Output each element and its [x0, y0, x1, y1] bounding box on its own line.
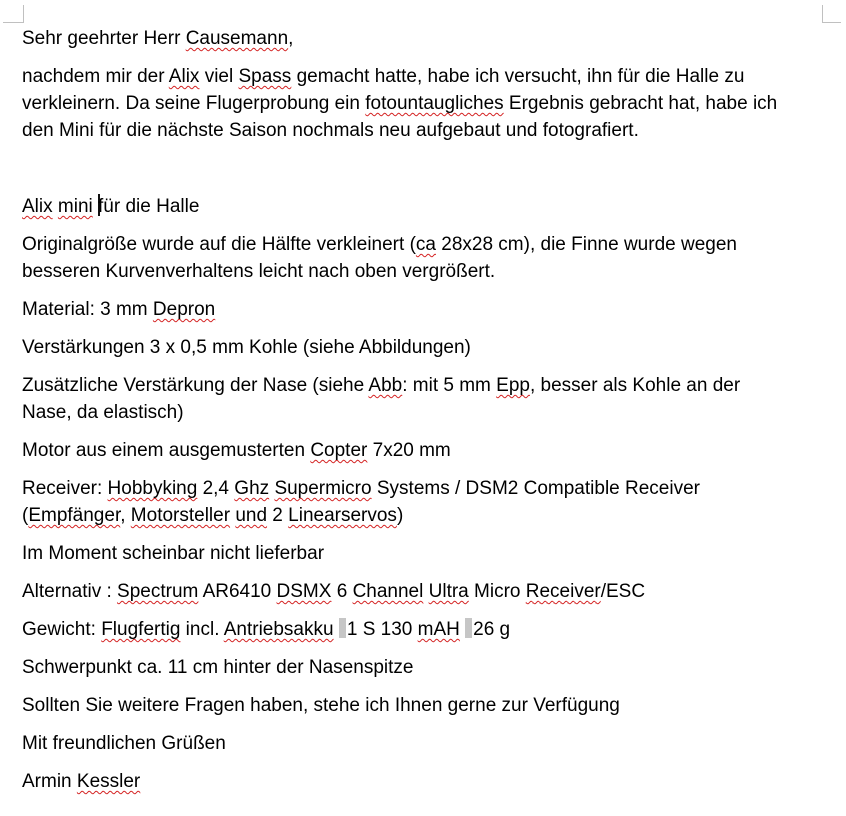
text-line [22, 90, 822, 117]
text-run: Schwerpunkt ca. 11 cm hinter der Nasenspitze [22, 657, 414, 678]
misspelled-word: Copter [310, 440, 368, 461]
text-line [22, 692, 822, 719]
text-run: Sehr geehrter Herr [22, 28, 186, 49]
document-text-area[interactable] [22, 25, 822, 806]
text-run: Gewicht: [22, 619, 102, 640]
paragraph-nose-reinforcement[interactable] [22, 372, 822, 426]
text-line [22, 231, 822, 258]
text-run: Receiver: [22, 478, 108, 499]
misspelled-word: mAH [417, 619, 460, 640]
text-run: Micro [468, 581, 526, 602]
text-run: 28x28 cm), die Finne wurde wegen [435, 234, 737, 255]
paragraph-heading[interactable] [22, 193, 822, 220]
text-run: Im Moment scheinbar nicht lieferbar [22, 543, 325, 564]
paragraph-availability[interactable] [22, 540, 822, 567]
text-line [22, 399, 822, 426]
misspelled-word: Antriebsakku [223, 619, 334, 640]
misspelled-word: ca [415, 234, 436, 255]
text-run: /ESC [600, 581, 646, 602]
text-run: 6 [331, 581, 353, 602]
text-run: für die Halle [98, 196, 200, 217]
text-line [22, 578, 822, 605]
text-line [22, 768, 822, 795]
text-line [22, 63, 822, 90]
paragraph-motor[interactable] [22, 437, 822, 464]
misspelled-word: Spass [238, 66, 292, 87]
misspelled-word: Hobbyking [107, 478, 198, 499]
text-run: 2 [267, 505, 289, 526]
text-run: Alternativ : [22, 581, 118, 602]
text-run: Verstärkungen 3 x 0,5 mm Kohle (siehe Abbildungen) [22, 337, 471, 358]
misspelled-word: Ghz [234, 478, 270, 499]
text-run: , [288, 28, 294, 49]
text-run: verkleinern. Da seine Flugerprobung ein [22, 93, 366, 114]
misspelled-word: Ultra [428, 581, 469, 602]
text-run: , [120, 505, 131, 526]
paragraph-receiver[interactable] [22, 475, 822, 529]
text-run: gemacht hatte, habe ich versucht, ihn für die Halle zu [291, 66, 745, 87]
text-line [22, 372, 822, 399]
paragraph-greeting[interactable] [22, 25, 822, 52]
misspelled-word: Empfänger [28, 505, 121, 526]
text-line [22, 502, 822, 529]
misspelled-word: Receiver [525, 581, 601, 602]
misspelled-word: und [235, 505, 268, 526]
misspelled-word: Channel [352, 581, 424, 602]
text-run: Sollten Sie weitere Fragen haben, stehe ich Ihnen gerne zur Verfügung [22, 695, 620, 716]
misspelled-word: Supermicro [274, 478, 372, 499]
text-line [22, 25, 822, 52]
text-run: AR6410 [198, 581, 277, 602]
paragraph-signature[interactable] [22, 768, 822, 795]
text-run: Originalgröße wurde auf die Hälfte verkleinert ( [22, 234, 416, 255]
paragraph-cg[interactable] [22, 654, 822, 681]
text-run: Armin [22, 771, 77, 792]
misspelled-word: Motorsteller [130, 505, 231, 526]
paragraph-regards[interactable] [22, 730, 822, 757]
text-run: , besser als Kohle an der [529, 375, 741, 396]
text-run: Mit freundlichen Grüßen [22, 733, 226, 754]
paragraph-intro[interactable] [22, 63, 822, 144]
text-line [22, 155, 822, 182]
misspelled-word: fotountaugliches [365, 93, 504, 114]
text-run: Systems / DSM2 Compatible Receiver [371, 478, 700, 499]
text-run: : mit 5 mm [402, 375, 497, 396]
paragraph-closing-offer[interactable] [22, 692, 822, 719]
paragraph-original-size[interactable] [22, 231, 822, 285]
paragraph-reinforcement[interactable] [22, 334, 822, 361]
text-run: ) [396, 505, 404, 526]
misspelled-word: DSMX [276, 581, 332, 602]
text-line [22, 117, 822, 144]
misspelled-word: Alix [168, 66, 200, 87]
paragraph-material[interactable] [22, 296, 822, 323]
text-run: viel [199, 66, 239, 87]
misspelled-word: Alix [22, 196, 53, 217]
text-line [22, 540, 822, 567]
formatting-mark [465, 618, 472, 638]
text-boundary-mark-top-right [822, 5, 841, 23]
paragraph-alternative[interactable] [22, 578, 822, 605]
text-run: 1 S 130 [346, 619, 418, 640]
misspelled-word: Epp [496, 375, 530, 396]
paragraph-weight[interactable] [22, 616, 822, 643]
text-run: 7x20 mm [367, 440, 451, 461]
text-run: Material: 3 mm [22, 299, 153, 320]
misspelled-word: Linearservos [288, 505, 397, 526]
misspelled-word: Abb [368, 375, 403, 396]
misspelled-word: Spectrum [117, 581, 199, 602]
misspelled-word: Causemann [185, 28, 289, 49]
text-line [22, 193, 822, 220]
text-run: Nase, da elastisch) [22, 402, 184, 423]
text-line [22, 258, 822, 285]
text-run: Ergebnis gebracht hat, habe ich [503, 93, 778, 114]
formatting-mark [339, 618, 346, 638]
text-run: 26 g [473, 619, 511, 640]
text-boundary-mark-top-left [3, 5, 24, 23]
text-line [22, 730, 822, 757]
text-run: 2,4 [197, 478, 235, 499]
misspelled-word: mini [57, 196, 93, 217]
misspelled-word: Flugfertig [101, 619, 181, 640]
text-run: Zusätzliche Verstärkung der Nase (siehe [22, 375, 369, 396]
text-line [22, 334, 822, 361]
text-run: ( [22, 505, 29, 526]
misspelled-word: Kessler [76, 771, 141, 792]
text-run: incl. [180, 619, 224, 640]
text-line [22, 654, 822, 681]
text-line [22, 616, 822, 643]
text-run: besseren Kurvenverhaltens leicht nach oben vergrößert. [22, 261, 496, 282]
paragraph-blank[interactable] [22, 155, 822, 182]
misspelled-word: Depron [152, 299, 216, 320]
text-run: den Mini für die nächste Saison nochmals neu aufgebaut und fotografiert. [22, 120, 639, 141]
text-run: Motor aus einem ausgemusterten [22, 440, 311, 461]
text-line [22, 475, 822, 502]
text-line [22, 296, 822, 323]
text-line [22, 437, 822, 464]
text-run: nachdem mir der [22, 66, 169, 87]
